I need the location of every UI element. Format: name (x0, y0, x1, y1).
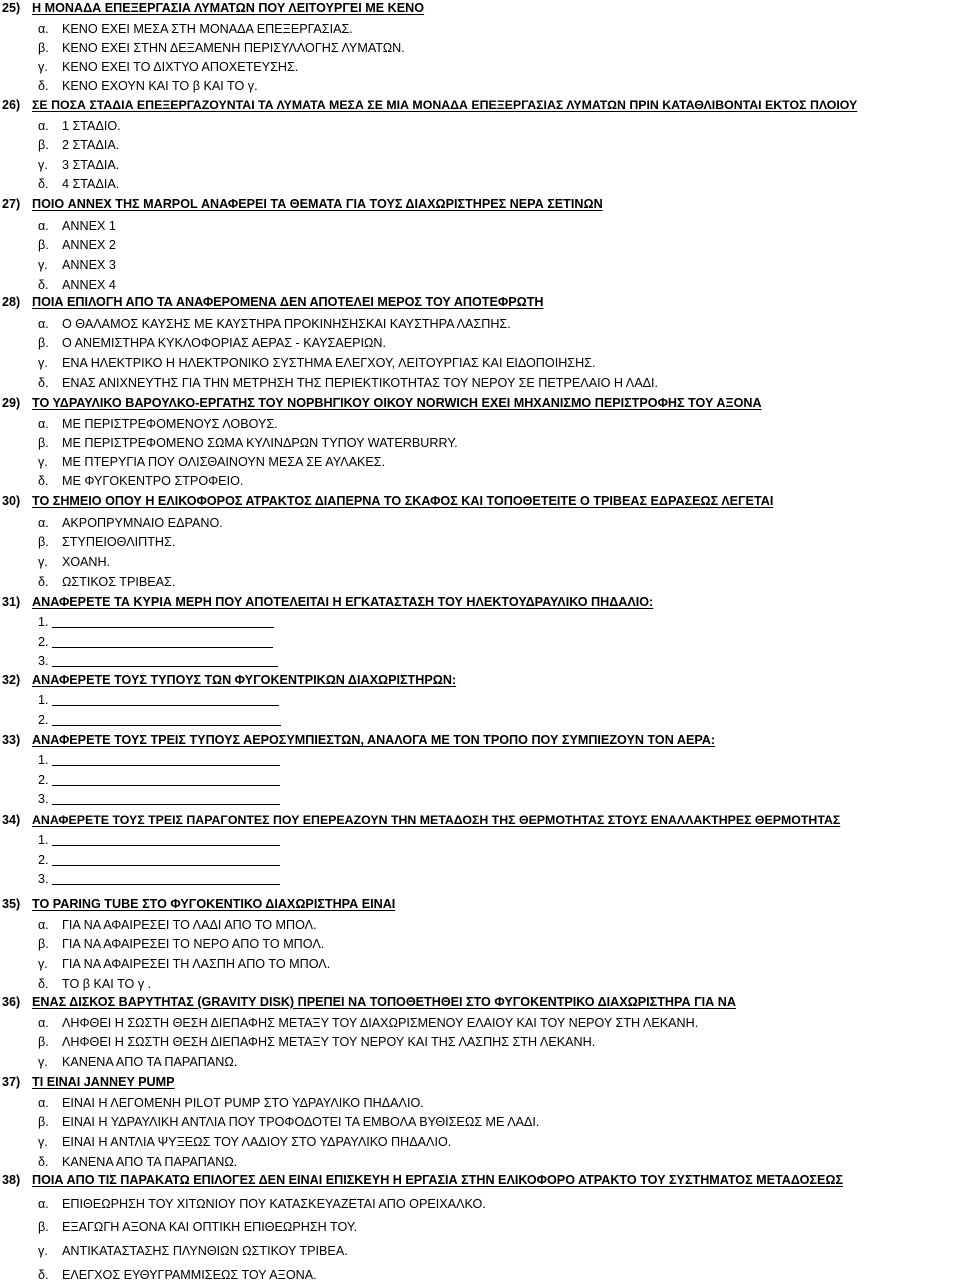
option-text: ΑΚΡΟΠΡΥΜΝΑΙΟ ΕΔΡΑΝΟ. (62, 515, 223, 530)
option-letter: γ. (38, 1243, 48, 1258)
question-title: ΠΟΙΟ ANNEX ΤΗΣ MARPOL ΑΝΑΦΕΡΕΙ ΤΑ ΘΕΜΑΤΑ ΓΙΑ ΤΟΥΣ ΔΙΑΧΩΡΙΣΤΗΡΕΣ ΝΕΡΑ ΣΕΤΙΝΩΝ (32, 197, 603, 211)
option-letter: α. (38, 1015, 49, 1030)
option-letter: α. (38, 917, 49, 932)
blank-line[interactable] (52, 804, 280, 805)
option-letter: β. (38, 238, 49, 253)
option-text: ΚΕΝΟ ΕΧΕΙ ΤΟ ΔΙΧΤΥΟ ΑΠΟΧΕΤΕΥΣΗΣ. (62, 60, 299, 75)
question-title: ΤΟ PARING TUBE ΣΤΟ ΦΥΓΟΚΕΝΤΙΚΟ ΔΙΑΧΩΡΙΣΤΗΡΑ ΕΙΝΑΙ (32, 897, 396, 911)
question-title: ΑΝΑΦΕΡΕΤΕ ΤΟΥΣ ΤΡΕΙΣ ΠΑΡΑΓΟΝΤΕΣ ΠΟΥ ΕΠΕΡΕΑΖΟΥΝ ΤΗΝ ΜΕΤΑΔΟΣΗ ΤΗΣ ΘΕΡΜΟΤΗΤΑΣ ΣΤΟΥΣ ΕΝΑΛΛΑΚΤΗΡΕΣ ΘΕΡΜΟΤΗΤΑΣ (32, 813, 841, 827)
blank-number: 1. (38, 833, 49, 847)
option-text: ΚΕΝΟ ΕΧΟΥΝ ΚΑΙ ΤΟ β ΚΑΙ ΤΟ γ. (62, 79, 258, 94)
option-letter: δ. (38, 1267, 49, 1282)
option-letter: β. (38, 1115, 49, 1130)
option-text: ΕΛΕΓΧΟΣ ΕΥΘΥΓΡΑΜΜΙΣΕΩΣ ΤΟΥ ΑΞΟΝΑ. (62, 1267, 317, 1282)
option-letter: α. (38, 515, 49, 530)
option-text: ANNEX 4 (62, 277, 116, 292)
blank-line[interactable] (52, 845, 280, 846)
option-text: ΚΑΝΕΝΑ ΑΠΟ ΤΑ ΠΑΡΑΠΑΝΩ. (62, 1054, 238, 1069)
option-letter: δ. (38, 474, 49, 489)
option-letter: β. (38, 937, 49, 952)
option-text: ANNEX 2 (62, 238, 116, 253)
question-title: Η ΜΟΝΑΔΑ ΕΠΕΞΕΡΓΑΣΙΑ ΛΥΜΑΤΩΝ ΠΟΥ ΛΕΙΤΟΥΡΓΕΙ ΜΕ ΚΕΝΟ (32, 1, 425, 15)
blank-number: 2. (38, 634, 49, 649)
option-letter: γ. (38, 1134, 48, 1149)
option-text: ΓΙΑ ΝΑ ΑΦΑΙΡΕΣΕΙ ΤΗ ΛΑΣΠΗ ΑΠΟ ΤΟ ΜΠΟΛ. (62, 956, 331, 971)
question-number: 29) (2, 396, 21, 410)
question-number: 25) (2, 1, 21, 15)
option-letter: γ. (38, 455, 48, 470)
blank-line[interactable] (52, 666, 278, 667)
option-text: ΕΞΑΓΩΓΗ ΑΞΟΝΑ ΚΑΙ ΟΠΤΙΚΗ ΕΠΙΘΕΩΡΗΣΗ ΤΟΥ. (62, 1220, 358, 1235)
option-letter: β. (38, 435, 49, 450)
blank-line[interactable] (52, 884, 280, 885)
blank-number: 3. (38, 872, 49, 886)
option-letter: γ. (38, 60, 48, 75)
question-title: ΠΟΙΑ ΕΠΙΛΟΓΗ ΑΠΟ ΤΑ ΑΝΑΦΕΡΟΜΕΝΑ ΔΕΝ ΑΠΟΤΕΛΕΙ ΜΕΡΟΣ ΤΟΥ ΑΠΟΤΕΦΡΩΤΗ (32, 295, 544, 309)
question-title: ΤΙ ΕΙΝΑΙ JANNEY PUMP (32, 1075, 175, 1089)
question-title: ΕΝΑΣ ΔΙΣΚΟΣ ΒΑΡΥΤΗΤΑΣ (GRAVITY DISK) ΠΡΕΠΕΙ ΝΑ ΤΟΠΟΘΕΤΗΘΕΙ ΣΤΟ ΦΥΓΟΚΕΝΤΡΙΚΟ ΔΙΑΧΩΡΙΣΤΗΡΑ ΓΙΑ ΝΑ (32, 995, 736, 1009)
option-text: ΧΟΑΝΗ. (62, 554, 111, 569)
option-text: ΚΑΝΕΝΑ ΑΠΟ ΤΑ ΠΑΡΑΠΑΝΩ. (62, 1154, 238, 1169)
blank-number: 3. (38, 792, 49, 806)
option-letter: γ. (38, 257, 48, 272)
question-number: 35) (2, 897, 21, 911)
option-text: ΩΣΤΙΚΟΣ ΤΡΙΒΕΑΣ. (62, 574, 176, 589)
question-number: 31) (2, 595, 21, 609)
option-text: ΓΙΑ ΝΑ ΑΦΑΙΡΕΣΕΙ ΤΟ ΛΑΔΙ ΑΠΟ ΤΟ ΜΠΟΛ. (62, 917, 317, 932)
question-number: 37) (2, 1075, 21, 1089)
option-letter: δ. (38, 375, 49, 390)
question-title: ΣΕ ΠΟΣΑ ΣΤΑΔΙΑ ΕΠΕΞΕΡΓΑΖΟΥΝΤΑΙ ΤΑ ΛΥΜΑΤΑ ΜΕΣΑ ΣΕ ΜΙΑ ΜΟΝΑΔΑ ΕΠΕΞΕΡΓΑΣΙΑΣ ΛΥΜΑΤΩΝ ΠΡΙΝ ΚΑΤΑΘΛΙΒΟΝΤΑΙ ΕΚΤΟΣ ΠΛΟΙΟΥ (32, 98, 858, 112)
option-text: ΕΝΑ ΗΛΕΚΤΡΙΚΟ Η ΗΛΕΚΤΡΟΝΙΚΟ ΣΥΣΤΗΜΑ ΕΛΕΓΧΟΥ, ΛΕΙΤΟΥΡΓΙΑΣ ΚΑΙ ΕΙΔΟΠΟΙΗΣΗΣ. (62, 356, 596, 371)
option-letter: γ. (38, 356, 48, 371)
blank-number: 1. (38, 693, 49, 707)
question-title: ΑΝΑΦΕΡΕΤΕ ΤΑ ΚΥΡΙΑ ΜΕΡΗ ΠΟΥ ΑΠΟΤΕΛΕΙΤΑΙ Η ΕΓΚΑΤΑΣΤΑΣΗ ΤΟΥ ΗΛΕΚΤΟΥΔΡΑΥΛΙΚΟ ΠΗΔΑΛΙΟ: (32, 595, 654, 609)
option-letter: δ. (38, 79, 49, 94)
option-letter: α. (38, 218, 49, 233)
question-number: 36) (2, 995, 21, 1009)
question-number: 38) (2, 1173, 21, 1187)
question-number: 30) (2, 494, 21, 508)
option-text: ΑΝΤΙΚΑΤΑΣΤΑΣΗΣ ΠΛΥΝΘΙΩΝ ΩΣΤΙΚΟΥ ΤΡΙΒΕΑ. (62, 1243, 348, 1258)
question-title: ΠΟΙΑ ΑΠΟ ΤΙΣ ΠΑΡΑΚΑΤΩ ΕΠΙΛΟΓΕΣ ΔΕΝ ΕΙΝΑΙ ΕΠΙΣΚΕΥΗ Η ΕΡΓΑΣΙΑ ΣΤΗΝ ΕΛΙΚΟΦΟΡΟ ΑΤΡΑΚΤΟ ΤΟΥ ΣΥΣΤΗΜΑΤΟΣ ΜΕΤΑΔΟΣΕΩΣ (32, 1173, 844, 1187)
option-text: ΜΕ ΠΕΡΙΣΤΡΕΦΟΜΕΝΟΥΣ ΛΟΒΟΥΣ. (62, 416, 278, 431)
option-text: ΣΤΥΠΕΙΟΘΛΙΠΤΗΣ. (62, 535, 176, 550)
option-text: 3 ΣΤΑΔΙΑ. (62, 157, 120, 172)
option-text: Ο ΑΝΕΜΙΣΤΗΡΑ ΚΥΚΛΟΦΟΡΙΑΣ ΑΕΡΑΣ - ΚΑΥΣΑΕΡΙΩΝ. (62, 336, 386, 351)
question-title: ΑΝΑΦΕΡΕΤΕ ΤΟΥΣ ΤΥΠΟΥΣ ΤΩΝ ΦΥΓΟΚΕΝΤΡΙΚΩΝ ΔΙΑΧΩΡΙΣΤΗΡΩΝ: (32, 673, 457, 687)
option-text: ANNEX 3 (62, 257, 116, 272)
option-text: ΕΙΝΑΙ Η ΑΝΤΛΙΑ ΨΥΞΕΩΣ ΤΟΥ ΛΑΔΙΟΥ ΣΤΟ ΥΔΡΑΥΛΙΚΟ ΠΗΔΑΛΙΟ. (62, 1134, 452, 1149)
question-title: ΑΝΑΦΕΡΕΤΕ ΤΟΥΣ ΤΡΕΙΣ ΤΥΠΟΥΣ ΑΕΡΟΣΥΜΠΙΕΣΤΩΝ, ΑΝΑΛΟΓΑ ΜΕ ΤΟΝ ΤΡΟΠΟ ΠΟΥ ΣΥΜΠΙΕΖΟΥΝ ΤΟΝ ΑΕΡΑ: (32, 733, 716, 747)
blank-line[interactable] (52, 627, 274, 628)
option-text: ΤΟ β ΚΑΙ ΤΟ γ . (62, 976, 152, 991)
option-text: ΜΕ ΦΥΓΟΚΕΝΤΡΟ ΣΤΡΟΦΕΙΟ. (62, 474, 244, 489)
option-text: 4 ΣΤΑΔΙΑ. (62, 176, 120, 191)
option-letter: γ. (38, 157, 48, 172)
blank-line[interactable] (52, 785, 280, 786)
option-letter: γ. (38, 1054, 48, 1069)
option-text: ΓΙΑ ΝΑ ΑΦΑΙΡΕΣΕΙ ΤΟ ΝΕΡΟ ΑΠΟ ΤΟ ΜΠΟΛ. (62, 937, 325, 952)
option-letter: β. (38, 336, 49, 351)
question-title: ΤΟ ΣΗΜΕΙΟ ΟΠΟΥ Η ΕΛΙΚΟΦΟΡΟΣ ΑΤΡΑΚΤΟΣ ΔΙΑΠΕΡΝΑ ΤΟ ΣΚΑΦΟΣ ΚΑΙ ΤΟΠΟΘΕΤΕΙΤΕ Ο ΤΡΙΒΕΑΣ ΕΔΡΑΣΕΩΣ ΛΕΓΕΤΑΙ (32, 494, 774, 508)
blank-number: 3. (38, 654, 49, 668)
blank-number: 1. (38, 615, 49, 629)
blank-number: 1. (38, 753, 49, 767)
option-letter: α. (38, 416, 49, 431)
option-text: ΚΕΝΟ ΕΧΕΙ ΣΤΗΝ ΔΕΞΑΜΕΝΗ ΠΕΡΙΣΥΛΛΟΓΗΣ ΛΥΜΑΤΩΝ. (62, 40, 405, 55)
option-text: ΕΙΝΑΙ Η ΥΔΡΑΥΛΙΚΗ ΑΝΤΛΙΑ ΠΟΥ ΤΡΟΦΟΔΟΤΕΙ ΤΑ ΕΜΒΟΛΑ ΒΥΘΙΣΕΩΣ ΜΕ ΛΑΔΙ. (62, 1115, 540, 1130)
option-text: 2 ΣΤΑΔΙΑ. (62, 138, 120, 153)
option-letter: α. (38, 21, 49, 36)
option-letter: β. (38, 1220, 49, 1235)
option-letter: δ. (38, 976, 49, 991)
option-letter: γ. (38, 554, 48, 569)
option-letter: β. (38, 1035, 49, 1050)
option-letter: α. (38, 1196, 49, 1211)
option-letter: β. (38, 535, 49, 550)
question-number: 27) (2, 197, 21, 211)
blank-line[interactable] (52, 865, 280, 866)
question-title: ΤΟ ΥΔΡΑΥΛΙΚΟ ΒΑΡΟΥΛΚΟ-ΕΡΓΑΤΗΣ ΤΟΥ ΝΟΡΒΗΓΙΚΟΥ ΟΙΚΟΥ NORWICH ΕΧΕΙ ΜΗΧΑΝΙΣΜΟ ΠΕΡΙΣΤΡΟΦΗΣ ΤΟΥ ΑΞΟΝΑ (32, 396, 762, 410)
option-text: ΕΠΙΘΕΩΡΗΣΗ ΤΟΥ ΧΙΤΩΝΙΟΥ ΠΟΥ ΚΑΤΑΣΚΕΥΑΖΕΤΑΙ ΑΠΟ ΟΡΕΙΧΑΛΚΟ. (62, 1196, 486, 1211)
option-text: ΜΕ ΠΤΕΡΥΓΙΑ ΠΟΥ ΟΛΙΣΘΑΙΝΟΥΝ ΜΕΣΑ ΣΕ ΑΥΛΑΚΕΣ. (62, 455, 386, 470)
option-letter: β. (38, 40, 49, 55)
option-letter: α. (38, 1095, 49, 1110)
option-letter: δ. (38, 1154, 49, 1169)
option-text: ΜΕ ΠΕΡΙΣΤΡΕΦΟΜΕΝΟ ΣΩΜΑ ΚΥΛΙΝΔΡΩΝ ΤΥΠΟΥ WATERBURRY. (62, 435, 458, 450)
question-number: 32) (2, 673, 21, 687)
option-text: ΚΕΝΟ ΕΧΕΙ ΜΕΣΑ ΣΤΗ ΜΟΝΑΔΑ ΕΠΕΞΕΡΓΑΣΙΑΣ. (62, 21, 353, 36)
question-number: 26) (2, 98, 21, 112)
question-number: 34) (2, 813, 21, 827)
blank-number: 2. (38, 852, 49, 867)
option-text: Ο ΘΑΛΑΜΟΣ ΚΑΥΣΗΣ ΜΕ ΚΑΥΣΤΗΡΑ ΠΡΟΚΙΝΗΣΗΣΚΑΙ ΚΑΥΣΤΗΡΑ ΛΑΣΠΗΣ. (62, 316, 511, 331)
blank-line[interactable] (52, 647, 273, 648)
option-text: ΛΗΦΘΕΙ Η ΣΩΣΤΗ ΘΕΣΗ ΔΙΕΠΑΦΗΣ ΜΕΤΑΞΥ ΤΟΥ ΔΙΑΧΩΡΙΣΜΕΝΟΥ ΕΛΑΙΟΥ ΚΑΙ ΤΟΥ ΝΕΡΟΥ ΣΤΗ ΛΕΚΑΝΗ. (62, 1015, 699, 1030)
blank-line[interactable] (52, 765, 280, 766)
blank-line[interactable] (52, 725, 281, 726)
blank-number: 2. (38, 772, 49, 787)
question-number: 33) (2, 733, 21, 747)
option-letter: α. (38, 316, 49, 331)
option-text: ΕΝΑΣ ΑΝΙΧΝΕΥΤΗΣ ΓΙΑ ΤΗΝ ΜΕΤΡΗΣΗ ΤΗΣ ΠΕΡΙΕΚΤΙΚΟΤΗΤΑΣ ΤΟΥ ΝΕΡΟΥ ΣΕ ΠΕΤΡΕΛΑΙΟ Η ΛΑΔΙ. (62, 375, 659, 390)
question-number: 28) (2, 295, 21, 309)
option-text: ΕΙΝΑΙ Η ΛΕΓΟΜΕΝΗ PILOT PUMP ΣΤΟ ΥΔΡΑΥΛΙΚΟ ΠΗΔΑΛΙΟ. (62, 1095, 424, 1110)
blank-number: 2. (38, 712, 49, 727)
option-letter: δ. (38, 176, 49, 191)
option-letter: δ. (38, 574, 49, 589)
option-text: 1 ΣΤΑΔΙΟ. (62, 119, 121, 133)
option-letter: γ. (38, 956, 48, 971)
option-letter: δ. (38, 277, 49, 292)
option-text: ΛΗΦΘΕΙ Η ΣΩΣΤΗ ΘΕΣΗ ΔΙΕΠΑΦΗΣ ΜΕΤΑΞΥ ΤΟΥ ΝΕΡΟΥ ΚΑΙ ΤΗΣ ΛΑΣΠΗΣ ΣΤΗ ΛΕΚΑΝΗ. (62, 1035, 596, 1050)
option-letter: β. (38, 138, 49, 153)
option-text: ANNEX 1 (62, 218, 116, 233)
option-letter: α. (38, 119, 49, 133)
blank-line[interactable] (52, 705, 279, 706)
